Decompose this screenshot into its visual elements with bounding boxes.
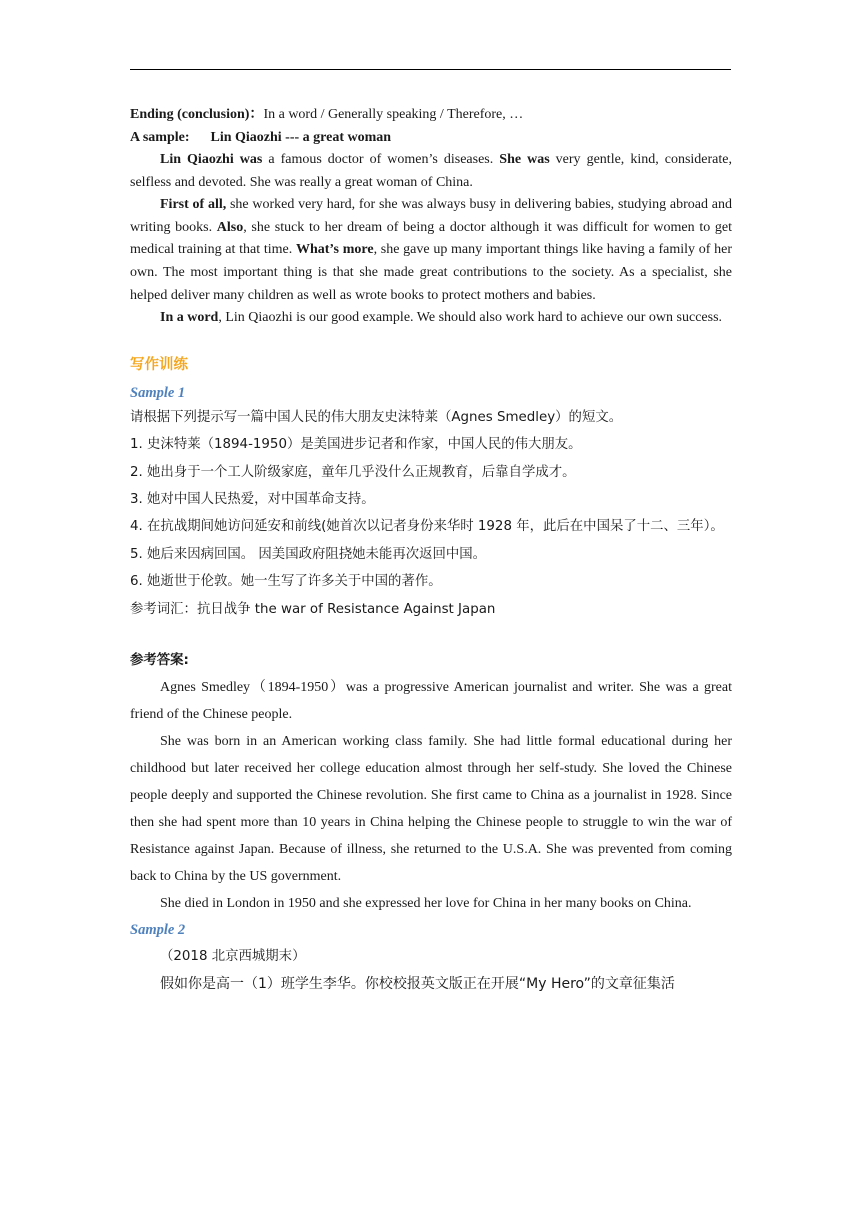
a-sample-title: Lin Qiaozhi --- a great woman — [210, 129, 392, 145]
paragraph-text: , she gave up many important things like having a family of her own. The most important thing is that she made great contributions to the society. As a specialist, she helped deliver many children as well as wrote books to protect mothers and babies. — [130, 242, 732, 303]
sample-paragraph-3 — [130, 307, 732, 330]
paragraph-text: , Lin Qiaozhi is our good example. We should also work hard to achieve our own success. — [218, 310, 723, 326]
sample-1-item-5: 5. 她后来因病回国。 因美国政府阻挠她未能再次返回中国。 — [130, 546, 487, 562]
answer-paragraph-1: Agnes Smedley（1894-1950）was a progressive American journalist and writer. She was a great friend of the Chinese people. — [130, 680, 732, 723]
sample-paragraph-2 — [130, 194, 732, 307]
paragraph-text: she worked very hard, for she was always busy in delivering babies, studying abroad and writing books. — [130, 197, 732, 235]
sample-1-item-4: 4. 在抗战期间她访问延安和前线(她首次以记者身份来华时 1928 年，此后在中国呆了十二、三年）。 — [130, 519, 724, 535]
sample-1-item-3: 3. 她对中国人民热爱，对中国革命支持。 — [130, 491, 375, 507]
paragraph-text: , she stuck to her dream of being a doctor although it was difficult for women to get medical training at that time. — [130, 219, 733, 258]
sample-1-prompt: 请根据下列提示写一篇中国人民的伟大朋友史沫特莱（Agnes Smedley）的短文。 — [130, 409, 623, 425]
bold-phrase: In a word — [160, 310, 219, 326]
sample-2-text: 假如你是高一（1）班学生李华。你校校报英文版正在开展“My Hero”的文章征集活 — [160, 975, 675, 992]
answer-label: 参考答案: — [130, 653, 189, 668]
bold-phrase: First of all, — [160, 197, 227, 213]
sample-paragraph-1 — [130, 149, 732, 194]
paragraph-text: very gentle, kind, considerate, selfless and devoted. She was really a great woman of China. — [130, 152, 732, 190]
section-heading: 写作训练 — [130, 356, 188, 373]
bold-phrase: Also — [216, 219, 244, 235]
ending-line — [130, 104, 732, 127]
sample-1-vocab: 参考词汇：抗日战争 the war of Resistance Against Japan — [130, 601, 496, 617]
ending-text: In a word / Generally speaking / Therefore, … — [263, 107, 524, 122]
bold-phrase: What’s more — [295, 242, 374, 258]
paragraph-text: a famous doctor of women’s diseases. — [262, 152, 500, 167]
sample-1-item-1: 1. 史沫特莱（1894-1950）是美国进步记者和作家，中国人民的伟大朋友。 — [130, 437, 582, 453]
document-body — [130, 104, 732, 998]
answer-paragraph-2: She was born in an American working class family. She had little formal educational during her childhood but later received her college education almost through her self-study. She loved the Chinese people deeply and supported the Chinese revolution. She first came to China as a journalist in 1928. Since then she had spent more than 10 years in China helping the Chinese people to struggle to win the war of Resistance against Japan. Because of illness, she returned to the U.S.A. She was prevented from coming back to China by the US government. — [130, 734, 732, 885]
bold-phrase: She was — [499, 152, 550, 167]
sample-1-title: Sample 1 — [130, 384, 186, 401]
bold-phrase: Lin Qiaozhi was — [160, 152, 263, 167]
sample-2-title: Sample 2 — [130, 922, 186, 939]
a-sample-label: A sample: — [130, 129, 190, 145]
sample-1-item-2: 2. 她出身于一个工人阶级家庭，童年几乎没什么正规教育，后靠自学成才。 — [130, 464, 576, 480]
header-rule — [130, 69, 731, 70]
answer-paragraph-3: She died in London in 1950 and she expressed her love for China in her many books on China. — [160, 896, 692, 912]
a-sample-line — [130, 127, 732, 150]
sample-1-item-6: 6. 她逝世于伦敦。她一生写了许多关于中国的著作。 — [130, 574, 442, 590]
ending-label: Ending (conclusion)： — [130, 107, 264, 122]
sample-2-source: （2018 北京西城期末） — [160, 949, 306, 965]
